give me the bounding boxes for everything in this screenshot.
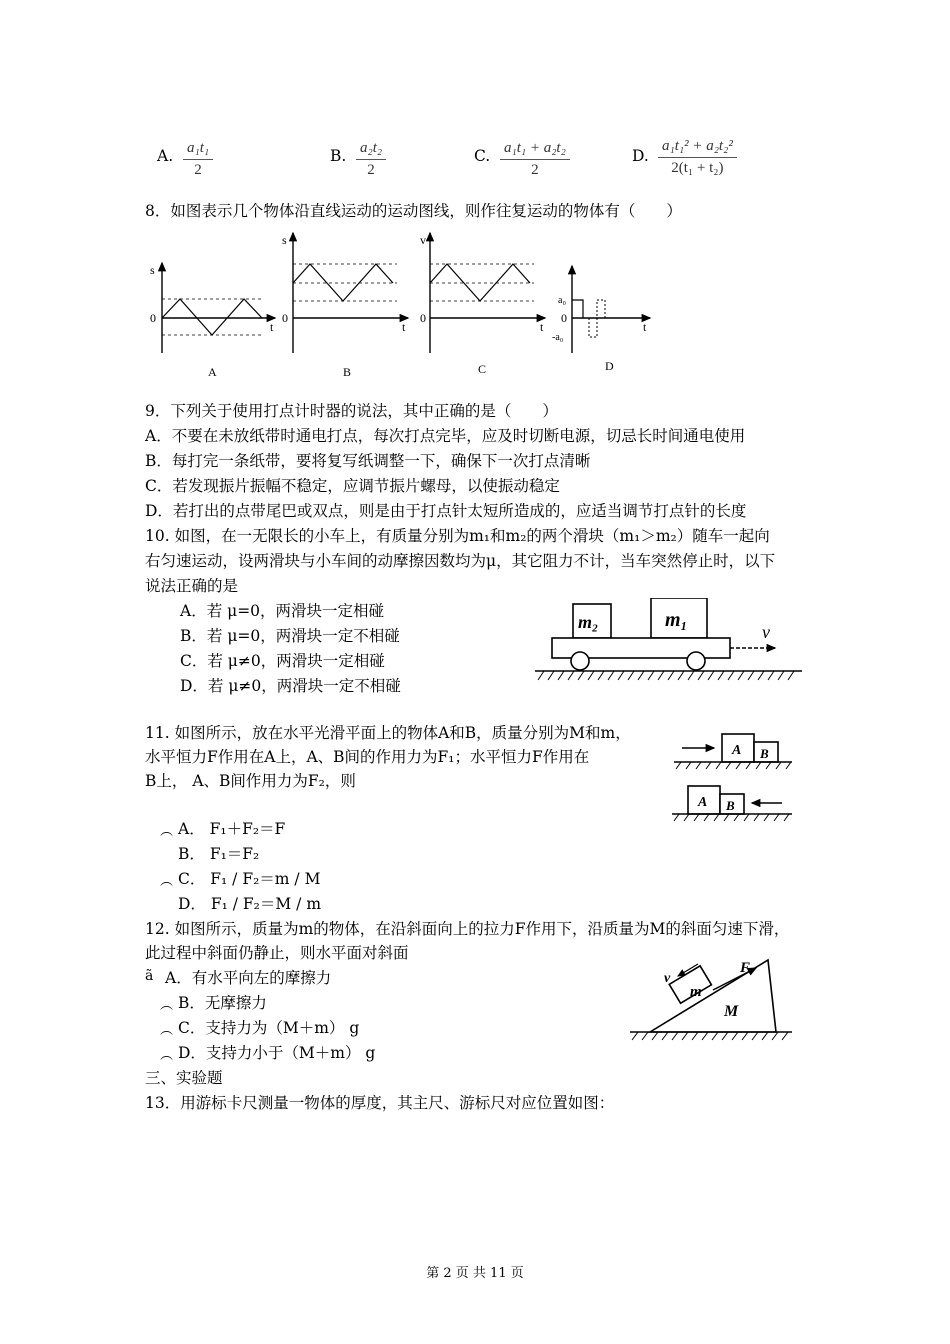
label-velocity: v: [664, 971, 671, 986]
option-label: A.: [157, 147, 174, 165]
fraction: [356, 140, 386, 179]
origin-label: 0: [150, 311, 156, 325]
option-label: D.: [632, 147, 649, 165]
margin-mark: ︵: [160, 824, 174, 839]
q12-option-b: B．无摩擦力: [178, 994, 267, 1012]
fraction-denominator: 2: [194, 162, 202, 178]
label-b: B: [726, 798, 735, 813]
q12-option-a: A．有水平向左的摩擦力: [165, 969, 332, 987]
origin-label: 0: [561, 311, 567, 325]
axis-label-y: s: [150, 263, 155, 277]
axis-label-x: t: [643, 320, 647, 334]
q10-text-line1: 10. 如图，在一无限长的小车上，有质量分别为m₁和m₂的两个滑块（m₁＞m₂）随车一起向: [145, 527, 770, 545]
axis-label-y: s: [282, 233, 287, 247]
fraction: [658, 138, 737, 177]
q11-text-line1: 11. 如图所示，放在水平光滑平面上的物体A和B，质量分别为M和m，: [145, 724, 631, 742]
q11-option-c: C． F₁ / F₂＝m / M: [178, 870, 321, 888]
q11-text-line3: B上， A、B间作用力为F₂，则: [145, 772, 356, 790]
q12-text-line1: 12. 如图所示，质量为m的物体，在沿斜面向上的拉力F作用下，沿质量为M的斜面匀速下滑，: [145, 920, 790, 938]
axis-label-x: t: [270, 320, 274, 334]
graph-d: [552, 266, 650, 373]
cart-wheel: [571, 652, 589, 670]
q10-option-b: B．若 μ=0，两滑块一定不相碰: [180, 627, 400, 645]
label-incline: M: [724, 1003, 739, 1020]
q11-text-line2: 水平恒力F作用在A上，A、B间的作用力为F₁；水平恒力F作用在: [145, 748, 590, 766]
fraction: [500, 140, 570, 179]
q10-option-a: A．若 μ=0，两滑块一定相碰: [180, 602, 385, 620]
q10-cart-figure: [530, 598, 805, 690]
ground-hatching: [676, 762, 791, 769]
label-velocity: v: [762, 622, 770, 642]
q12-text-line2: 此过程中斜面仍静止，则水平面对斜面: [145, 944, 409, 962]
axis-label-bottom: -a₀: [552, 332, 564, 343]
graph-line: [430, 264, 530, 301]
q10-text-line3: 说法正确的是: [145, 577, 239, 595]
fraction-denominator: 2: [367, 162, 375, 178]
q11-blocks-figure: [670, 730, 800, 825]
ground-hatching: [538, 671, 794, 680]
section-heading: 三、实验题: [145, 1069, 223, 1087]
q11-option-a: A． F₁＋F₂＝F: [178, 820, 286, 838]
q9-option-b: B．每打完一条纸带，要将复写纸调整一下，确保下一次打点清晰: [145, 452, 591, 470]
fraction-denominator: 2: [531, 162, 539, 178]
q13-text: 13．用游标卡尺测量一物体的厚度，其主尺、游标尺对应位置如图：: [145, 1094, 615, 1112]
page-footer: 第 2 页 共 11 页: [426, 1266, 524, 1281]
graph-line: [293, 264, 393, 301]
ground-hatching: [632, 1032, 788, 1040]
axis-label-y: v: [420, 233, 426, 247]
ground-hatching: [674, 814, 789, 821]
axis-label-top: a₀: [558, 295, 566, 306]
cart-wheel: [687, 652, 705, 670]
origin-label: 0: [420, 311, 426, 325]
label-b: B: [760, 746, 769, 761]
label-a: A: [698, 795, 708, 810]
margin-mark: ︵: [160, 1023, 174, 1038]
label-a: A: [732, 743, 742, 758]
q10-option-d: D．若 μ≠0，两滑块一定不相碰: [180, 677, 401, 695]
axis-label-x: t: [402, 320, 406, 334]
q10-option-c: C．若 μ≠0，两滑块一定相碰: [180, 652, 385, 670]
q9-option-d: D．若打出的点带尾巴或双点，则是由于打点针太短所造成的，应适当调节打点针的长度: [145, 502, 747, 520]
q12-option-d: D．支持力小于（M＋m） g: [178, 1044, 376, 1062]
graph-a: [150, 263, 275, 379]
q8-motion-graphs: [140, 228, 670, 388]
q10-text-line2: 右匀速运动，设两滑块与小车间的动摩擦因数均为μ，其它阻力不计，当车突然停止时，以下: [145, 552, 776, 570]
q9-text: 9．下列关于使用打点计时器的说法，其中正确的是（ ）: [145, 402, 558, 420]
fraction-denominator: 2(t₁ + t₂): [671, 160, 724, 176]
label-m2: m₂: [578, 612, 599, 632]
option-label: B.: [330, 147, 347, 165]
graph-c: [420, 233, 545, 376]
fraction: [183, 140, 213, 179]
fraction-numerator: a₁t₁² + a₂t₂²: [658, 138, 737, 158]
q11-option-b: B． F₁＝F₂: [178, 845, 260, 863]
margin-mark: ︵: [160, 874, 174, 889]
margin-mark: ︵: [160, 1048, 174, 1063]
q9-option-a: A．不要在未放纸带时通电打点，每次打点完毕，应及时切断电源，切忌长时间通电使用: [145, 427, 746, 445]
graph-caption: C: [478, 362, 487, 376]
q12-option-c: C．支持力为（M＋m） g: [178, 1019, 360, 1037]
margin-mark: ã: [145, 968, 154, 984]
fraction-numerator: a₁t₁: [183, 140, 213, 160]
label-m1: m₁: [665, 609, 688, 631]
graph-line: [162, 299, 262, 335]
label-force: F: [740, 960, 751, 976]
q9-option-c: C．若发现振片振幅不稳定，应调节振片螺母，以使振动稳定: [145, 477, 560, 495]
origin-label: 0: [282, 311, 288, 325]
graph-line: [572, 300, 583, 318]
graph-caption: D: [605, 359, 614, 373]
fraction-numerator: a₁t₁ + a₂t₂: [500, 140, 570, 160]
margin-mark: ︵: [160, 998, 174, 1013]
axis-label-x: t: [540, 320, 544, 334]
dashed-segment: [589, 318, 597, 337]
q12-incline-figure: [628, 952, 798, 1044]
fraction-numerator: a₂t₂: [356, 140, 386, 160]
q11-option-d: D． F₁ / F₂＝M / m: [178, 895, 322, 913]
label-block: m: [690, 984, 702, 1000]
graph-caption: B: [343, 365, 352, 379]
q8-text: 8．如图表示几个物体沿直线运动的运动图线，则作往复运动的物体有（ ）: [145, 202, 682, 220]
option-label: C.: [474, 147, 491, 165]
graph-b: [282, 233, 408, 379]
dashed-segment: [597, 300, 605, 318]
graph-caption: A: [208, 365, 217, 379]
